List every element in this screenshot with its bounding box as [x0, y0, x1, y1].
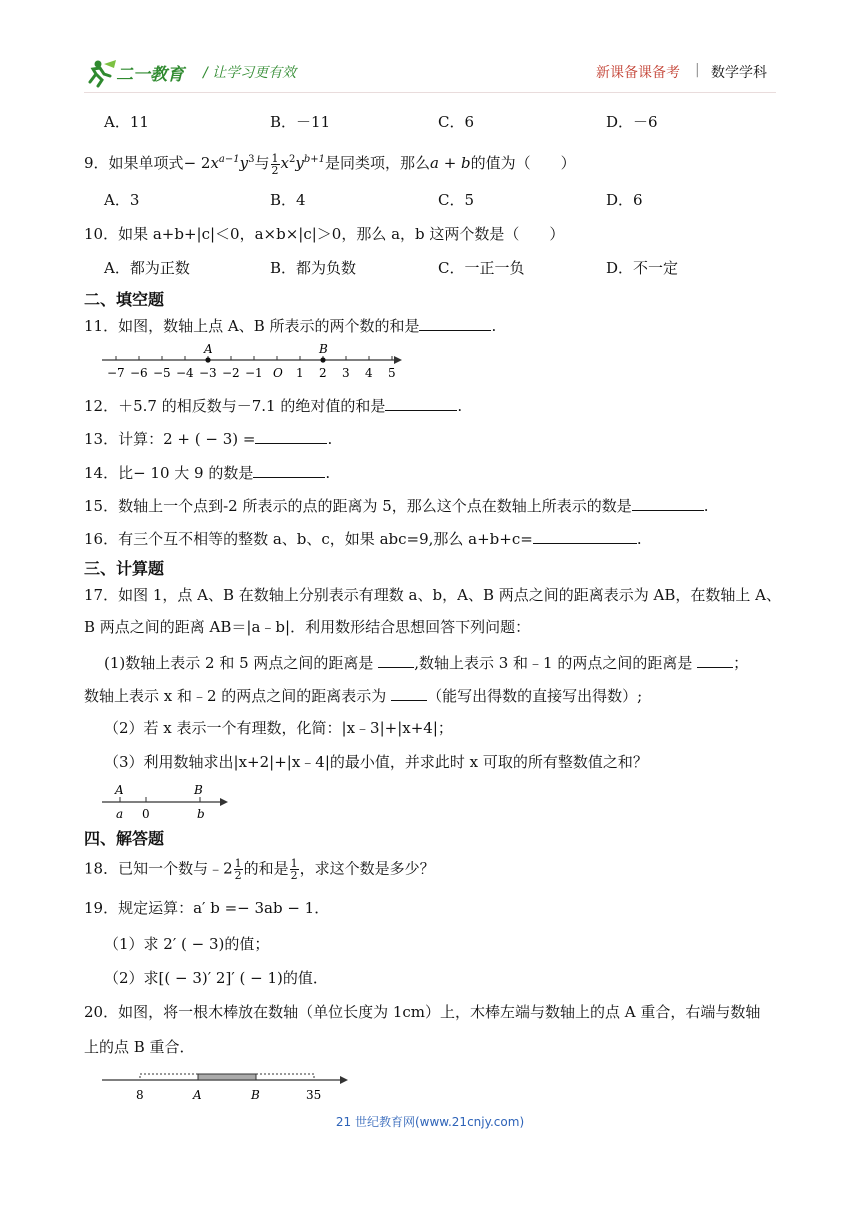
- q11-tick-label: 2: [319, 366, 327, 380]
- q19-sub1: （1）求 2′ ( − 3)的值；: [104, 935, 270, 953]
- q11-point-a-dot: [205, 357, 210, 362]
- q17-sub1: [104, 652, 748, 673]
- q18-f1-num: 1: [234, 857, 242, 870]
- q9-option-d: D．6: [606, 191, 643, 209]
- q20-label-b: B: [251, 1088, 260, 1102]
- q13-end: .: [327, 430, 333, 448]
- q11-tick-label: −5: [153, 366, 171, 380]
- q17-sub1-b: ,数轴上表示 3 和﹣1 的两点之间的距离是: [414, 654, 693, 672]
- q9-term2-y: y: [295, 154, 304, 172]
- section-2-title: 二、填空题: [84, 290, 165, 309]
- q20-figure: [100, 1068, 356, 1102]
- q8-option-b: B．－11: [270, 113, 331, 131]
- q20-label-35: 35: [306, 1088, 322, 1102]
- header-divider: [84, 92, 776, 93]
- q10-option-a: A．都为正数: [104, 259, 190, 277]
- question-18: [84, 858, 435, 881]
- q16-end: .: [636, 530, 642, 548]
- q20-axis-arrow-icon: [340, 1076, 348, 1084]
- q9-term2-xexp: 2: [288, 154, 296, 165]
- q8-option-c: C．6: [438, 113, 475, 131]
- q11-tick-label: 4: [365, 366, 373, 380]
- question-11: [84, 315, 496, 336]
- q11-tick-label: −3: [199, 366, 217, 380]
- q19-sub2: （2）求[( − 3)′ 2]′ ( − 1)的值．: [104, 969, 328, 987]
- q17-fig-b: B: [194, 783, 203, 797]
- q10-option-d: D．不一定: [606, 259, 679, 277]
- q9-option-c: C．5: [438, 191, 475, 209]
- q20-stick: [198, 1074, 256, 1080]
- q9-y: y: [239, 154, 249, 172]
- question-13: [84, 428, 332, 449]
- q11-tick-label: O: [273, 366, 283, 380]
- q17-sub2: （2）若 x 表示一个有理数，化简：|x﹣3|+|x+4|；: [104, 719, 453, 737]
- q20-line-1: 20．如图，将一根木棒放在数轴（单位长度为 1cm）上，木棒左端与数轴上的点 A 重合，右端与数轴: [84, 1003, 761, 1021]
- q12-text: 12．＋5.7 的相反数与－7.1 的绝对值的和是: [84, 397, 386, 415]
- q11-tick-label: 5: [388, 366, 396, 380]
- q9-y-exp: 3: [248, 154, 255, 165]
- q18-mid: 的和是: [243, 859, 289, 878]
- q11-end: .: [491, 317, 497, 335]
- q9-x-exp: a−1: [218, 154, 240, 165]
- q9-prefix: 如果单项式: [108, 154, 184, 172]
- q9-fraction: [271, 153, 280, 176]
- q17-sub1-line2-a: 数轴上表示 x 和﹣2 的两点之间的距离表示为: [84, 687, 387, 705]
- q17-axis-arrow-icon: [220, 798, 228, 806]
- q17-line-1: 17．如图 1，点 A、B 在数轴上分别表示有理数 a、b，A、B 两点之间的距离表示为 AB，在数轴上 A、: [84, 586, 781, 604]
- question-19: 19．规定运算：a′ b =− 3ab − 1．: [84, 899, 330, 917]
- q9-frac-num: 1: [271, 151, 279, 165]
- q11-tick-label: 3: [342, 366, 350, 380]
- logo-text: 二一教育: [116, 65, 184, 85]
- q18-suffix: ，求这个数是多少？: [299, 859, 435, 878]
- q8-option-a: A．11: [104, 113, 149, 131]
- q8-option-d: D．－6: [606, 113, 658, 131]
- q9-tail: 的值为（ ）: [470, 154, 576, 172]
- page-footer: 21 世纪教育网(www.21cnjy.com): [335, 1115, 525, 1129]
- q15-end: .: [703, 497, 709, 515]
- q16-answer-blank[interactable]: [533, 528, 637, 544]
- q9-term2-x: x: [280, 154, 289, 172]
- question-14: [84, 462, 330, 483]
- q9-coef: − 2: [183, 154, 211, 172]
- q20-right-dashed-stick: [256, 1074, 314, 1080]
- q9-option-b: B．4: [270, 191, 306, 209]
- q9-suffix: 是同类项，那么: [324, 154, 430, 172]
- question-9: [84, 150, 576, 176]
- q17-blank-1[interactable]: [378, 652, 414, 668]
- q11-answer-blank[interactable]: [419, 315, 491, 331]
- q15-text: 15．数轴上一个点到-2 所表示的点的距离为 5，那么这个点在数轴上所表示的数是: [84, 497, 632, 515]
- question-12: [84, 395, 462, 416]
- section-4-title: 四、解答题: [84, 829, 165, 848]
- q17-figure: [100, 780, 232, 822]
- q17-sub1-line2: [84, 685, 642, 706]
- q20-left-dashed-stick: [140, 1074, 198, 1080]
- question-10: 10．如果 a+b+|c|＜0，a×b×|c|＞0，那么 a，b 这两个数是（ ）: [84, 225, 565, 243]
- q14-answer-blank[interactable]: [253, 462, 325, 478]
- q15-answer-blank[interactable]: [632, 495, 704, 511]
- q11-tick-label: 1: [296, 366, 304, 380]
- q11-point-b-label: B: [319, 342, 328, 356]
- q11-tick-label: −2: [222, 366, 240, 380]
- q11-axis-arrow-icon: [394, 356, 402, 364]
- q18-f2-den: 2: [290, 869, 298, 882]
- q9-term2-yexp: b+1: [303, 154, 325, 165]
- q9-number: 9．: [84, 154, 109, 172]
- q17-sub1-a: (1)数轴上表示 2 和 5 两点之间的距离是: [104, 654, 374, 672]
- q17-sub1-line2-b: （能写出得数的直接写出得数）;: [427, 687, 643, 705]
- q11-tick-label: −4: [176, 366, 194, 380]
- q14-end: .: [325, 464, 331, 482]
- q11-number-line: [98, 338, 408, 382]
- q18-fraction-1: [234, 858, 243, 881]
- q20-line-2: 上的点 B 重合．: [84, 1038, 195, 1056]
- question-16: [84, 528, 642, 549]
- q11-tick-label: −7: [107, 366, 125, 380]
- q17-line-2: B 两点之间的距离 AB＝|a﹣b|．利用数形结合思想回答下列问题：: [84, 618, 531, 636]
- q17-blank-2[interactable]: [697, 652, 733, 668]
- q9-option-a: A．3: [104, 191, 140, 209]
- q13-answer-blank[interactable]: [255, 428, 327, 444]
- q12-end: .: [457, 397, 463, 415]
- q9-frac-den: 2: [271, 163, 279, 177]
- q11-tick-label: −6: [130, 366, 148, 380]
- q18-prefix: 18．已知一个数与﹣2: [84, 859, 233, 878]
- q9-expr: a + b: [430, 154, 471, 172]
- q18-fraction-2: [290, 858, 299, 881]
- q11-point-a-label: A: [204, 342, 213, 356]
- q16-text: 16．有三个互不相等的整数 a、b、c，如果 abc=9,那么 a+b+c=: [84, 530, 533, 548]
- q10-option-b: B．都为负数: [270, 259, 357, 277]
- q13-text: 13．计算：2 + ( − 3) =: [84, 430, 256, 448]
- q20-label-8: 8: [136, 1088, 144, 1102]
- section-3-title: 三、计算题: [84, 559, 165, 578]
- question-15: [84, 495, 709, 516]
- q11-text: 11．如图，数轴上点 A、B 所表示的两个数的和是: [84, 317, 420, 335]
- q20-label-a: A: [193, 1088, 202, 1102]
- q10-option-c: C．一正一负: [438, 259, 525, 277]
- header-subject: 数学学科: [711, 65, 767, 81]
- q17-fig-a: A: [115, 783, 124, 797]
- q11-tick-label: −1: [245, 366, 263, 380]
- q17-fig-b-low: b: [197, 807, 205, 821]
- q11-point-b-dot: [320, 357, 325, 362]
- q9-x: x: [210, 154, 219, 172]
- q9-connector: 与: [254, 154, 270, 172]
- header-tag: 新课备课备考: [596, 65, 680, 81]
- q17-blank-3[interactable]: [391, 685, 427, 701]
- q17-sub3: （3）利用数轴求出|x+2|+|x﹣4|的最小值，并求此时 x 可取的所有整数值之和？: [104, 753, 648, 771]
- q14-text: 14．比− 10 大 9 的数是: [84, 464, 254, 482]
- header-separator: |: [695, 62, 700, 78]
- q17-sub1-c: ；: [733, 654, 749, 672]
- q18-f1-den: 2: [234, 869, 242, 882]
- header-slogan: / 让学习更有效: [203, 65, 297, 81]
- q17-fig-zero: 0: [142, 807, 150, 821]
- q18-f2-num: 1: [290, 857, 298, 870]
- q12-answer-blank[interactable]: [385, 395, 457, 411]
- q17-fig-a-low: a: [116, 807, 124, 821]
